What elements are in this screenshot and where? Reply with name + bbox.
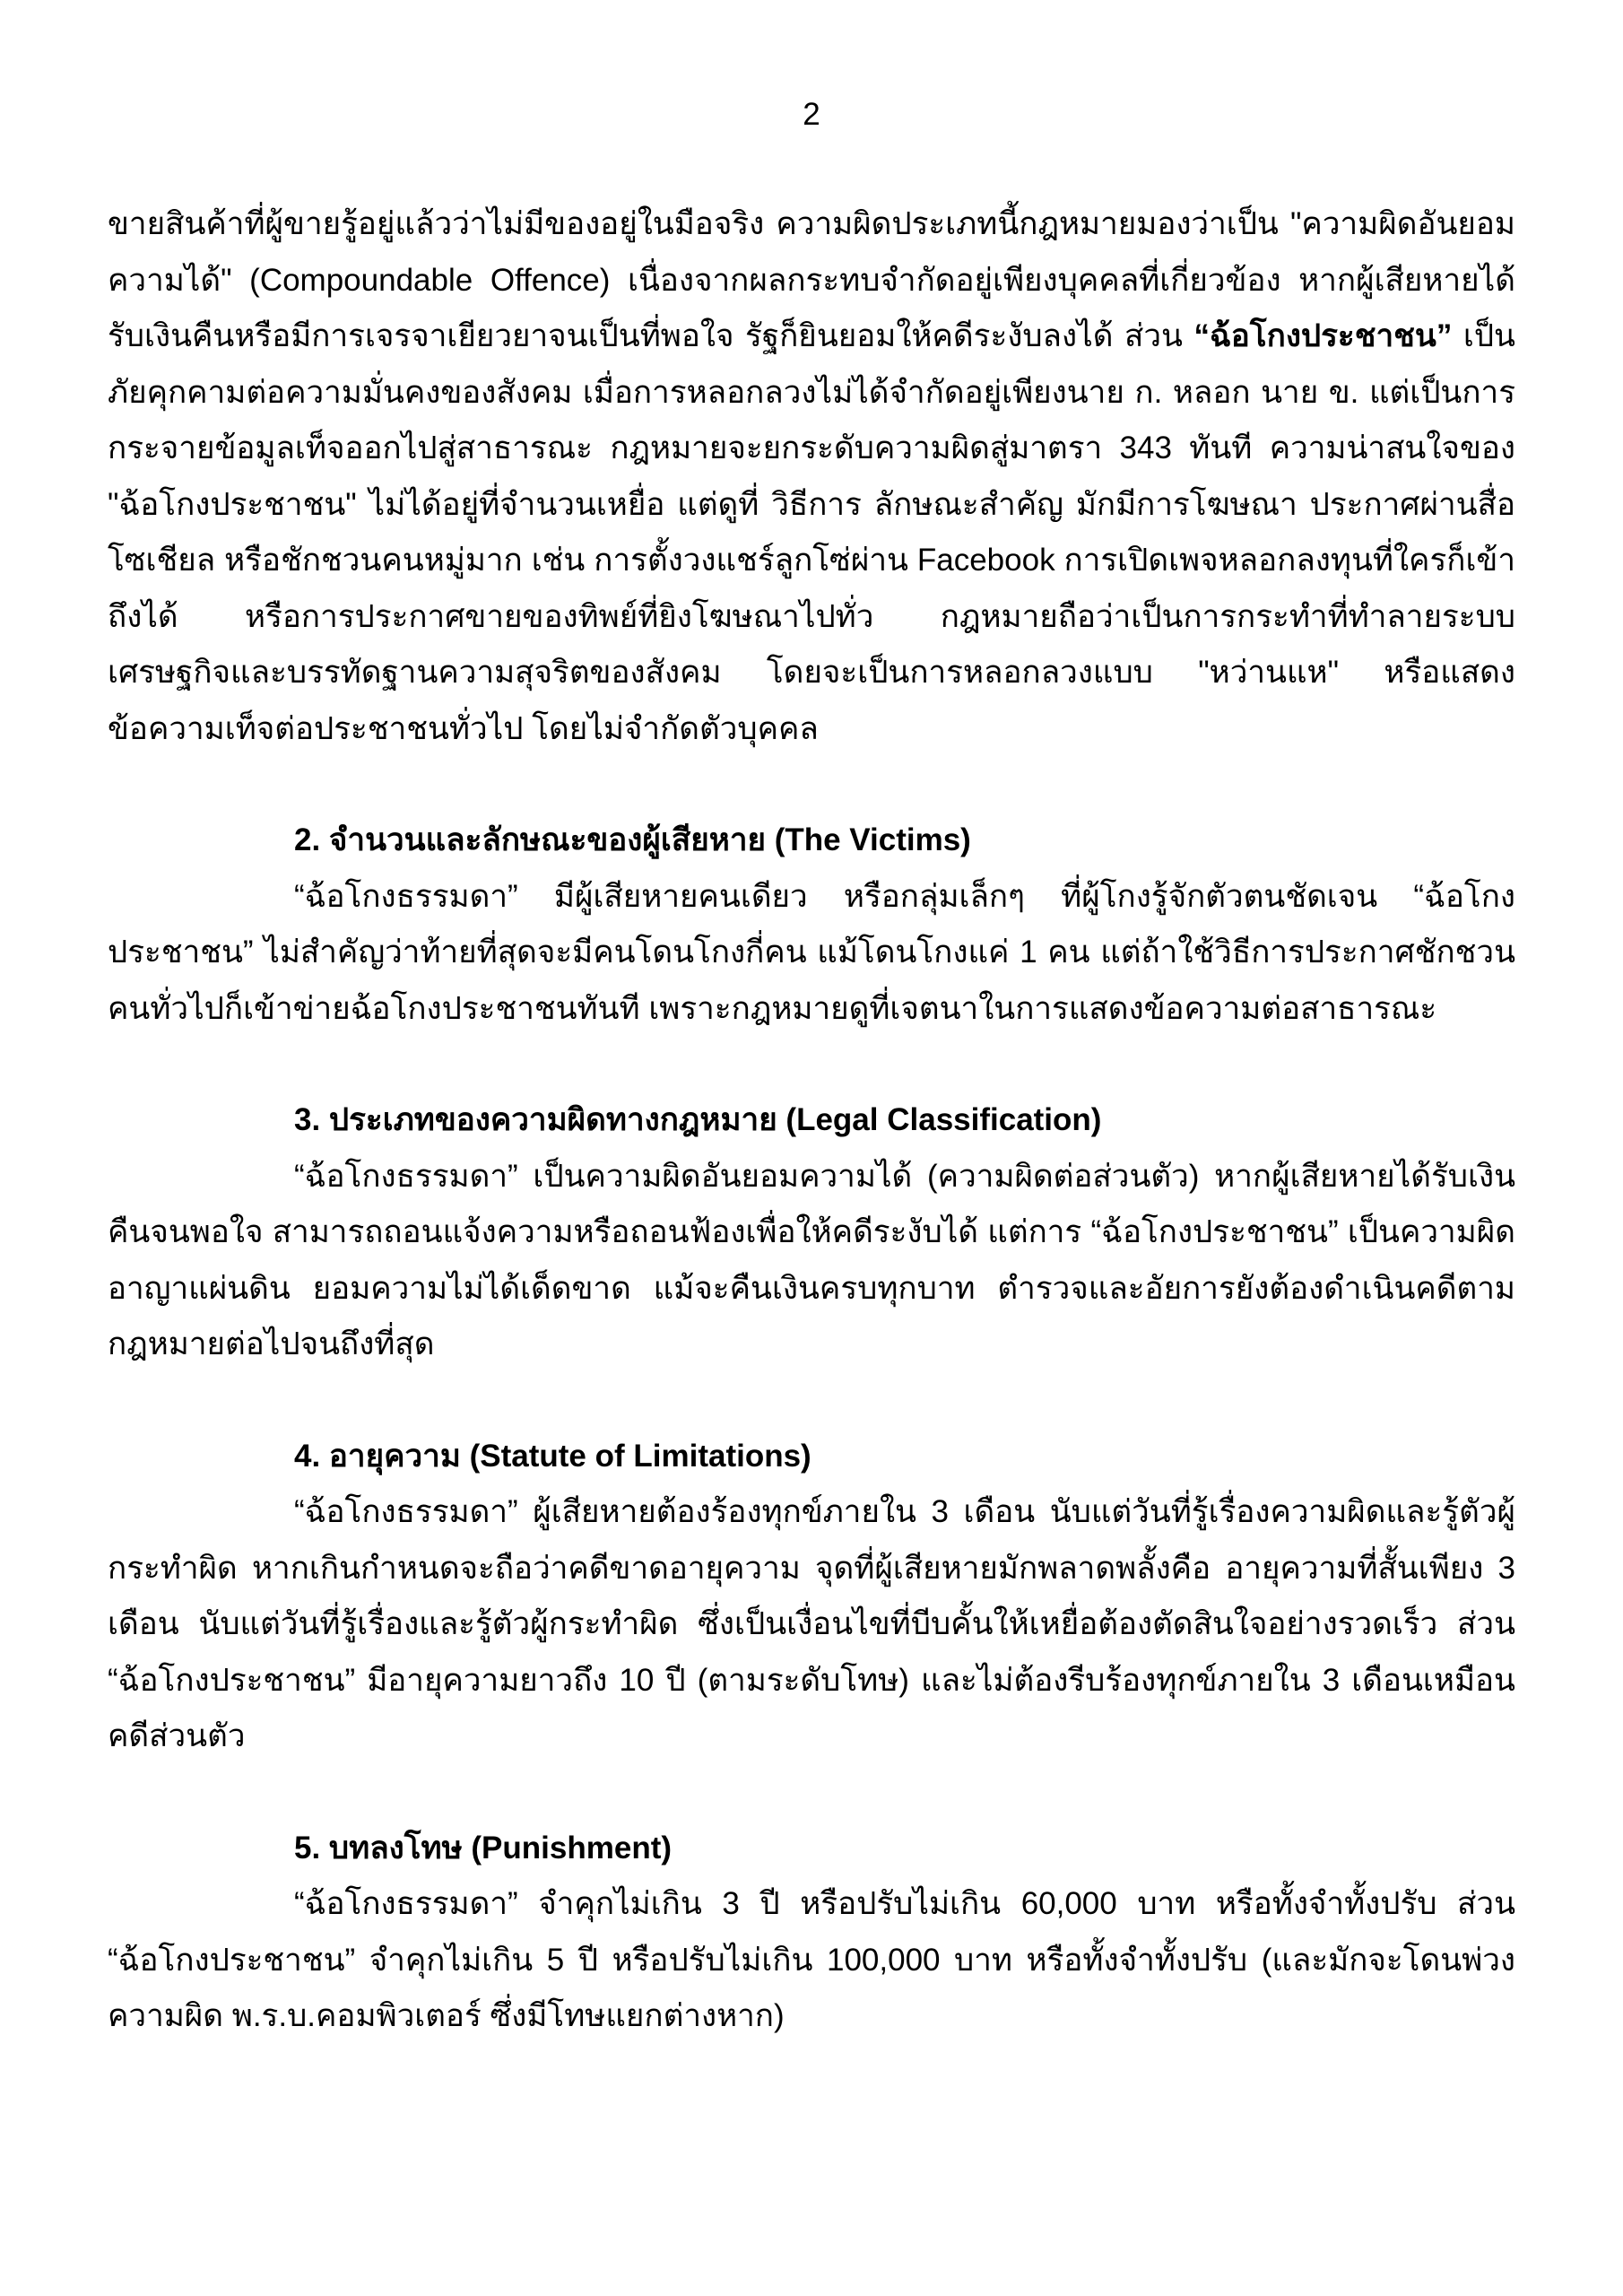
section-statute-of-limitations [108,1429,1515,1765]
section-legal-classification-paragraph: “ฉ้อโกงธรรมดา” เป็นความผิดอันยอมความได้ (ความผิดต่อส่วนตัว) หากผู้เสียหายได้รับเงินคืนจนพอใจ สามารถถอนแจ้งความหรือถอนฟ้องเพื่อให้คดีระงับได้ แต่การ “ฉ้อโกงประชาชน” เป็นความผิดอาญาแผ่นดิน ยอมความไม่ได้เด็ดขาด แม้จะคืนเงินครบทุกบาท ตำรวจและอัยการยังต้องดำเนินคดีตามกฎหมายต่อไปจนถึงที่สุด [108,1158,1515,1361]
section-punishment-heading: 5. บทลงโทษ (Punishment) [294,1830,673,1866]
section-statute-of-limitations-heading: 4. อายุความ (Statute of Limitations) [294,1438,812,1474]
page-number: 2 [803,97,820,132]
text-run: ขายสินค้าที่ผู้ขายรู้อยู่แล้วว่าไม่มีของอยู่ในมือจริง ความผิดประเภทนี้กฎหมายมองว่าเป็น "ความผิดอันยอมความได้" (Compoundable Offence) เนื่องจากผลกระทบจำกัดอยู่เพียงบุคคลที่เกี่ยวข้อง หากผู้เสียหายได้รับเงินคืนหรือมีการเจรจาเยียวยาจนเป็นที่พอใจ รัฐก็ยินยอมให้คดีระงับลงได้ ส่วน [108,206,1515,353]
section-punishment-paragraph: “ฉ้อโกงธรรมดา” จำคุกไม่เกิน 3 ปี หรือปรับไม่เกิน 60,000 บาท หรือทั้งจำทั้งปรับ ส่วน “ฉ้อโกงประชาชน” จำคุกไม่เกิน 5 ปี หรือปรับไม่เกิน 100,000 บาท หรือทั้งจำทั้งปรับ (และมักจะโดนพ่วงความผิด พ.ร.บ.คอมพิวเตอร์ ซึ่งมีโทษแยกต่างหาก) [108,1886,1515,2033]
document-content [108,196,1515,2045]
emphasized-term: “ฉ้อโกงประชาชน” [1193,318,1453,353]
section-victims-paragraph: “ฉ้อโกงธรรมดา” มีผู้เสียหายคนเดียว หรือกลุ่มเล็กๆ ที่ผู้โกงรู้จักตัวตนชัดเจน “ฉ้อโกงประชาชน” ไม่สำคัญว่าท้ายที่สุดจะมีคนโดนโกงกี่คน แม้โดนโกงแค่ 1 คน แต่ถ้าใช้วิธีการประกาศชักชวนคนทั่วไปก็เข้าข่ายฉ้อโกงประชาชนทันที เพราะกฎหมายดูที่เจตนาในการแสดงข้อความต่อสาธารณะ [108,878,1515,1026]
intro-paragraph [108,196,1515,757]
section-victims-heading: 2. จำนวนและลักษณะของผู้เสียหาย (The Victims) [294,822,971,857]
section-legal-classification-heading: 3. ประเภทของความผิดทางกฎหมาย (Legal Classification) [294,1102,1102,1137]
text-run: เป็นภัยคุกคามต่อความมั่นคงของสังคม เมื่อการหลอกลวงไม่ได้จำกัดอยู่เพียงนาย ก. หลอก นาย ข. แต่เป็นการกระจายข้อมูลเท็จออกไปสู่สาธารณะ กฎหมายจะยกระดับความผิดสู่มาตรา 343 ทันที ความน่าสนใจของ "ฉ้อโกงประชาชน" ไม่ได้อยู่ที่จำนวนเหยื่อ แต่ดูที่ วิธีการ ลักษณะสำคัญ มักมีการโฆษณา ประกาศผ่านสื่อโซเชียล หรือชักชวนคนหมู่มาก เช่น การตั้งวงแชร์ลูกโซ่ผ่าน Facebook การเปิดเพจหลอกลงทุนที่ใครก็เข้าถึงได้ หรือการประกาศขายของทิพย์ที่ยิงโฆษณาไปทั่ว กฎหมายถือว่าเป็นการกระทำที่ทำลายระบบเศรษฐกิจและบรรทัดฐานความสุจริตของสังคม โดยจะเป็นการหลอกลวงแบบ "หว่านแห" หรือแสดงข้อความเท็จต่อประชาชนทั่วไป โดยไม่จำกัดตัวบุคคล [108,318,1515,746]
section-statute-of-limitations-paragraph: “ฉ้อโกงธรรมดา” ผู้เสียหายต้องร้องทุกข์ภายใน 3 เดือน นับแต่วันที่รู้เรื่องความผิดและรู้ตัวผู้กระทำผิด หากเกินกำหนดจะถือว่าคดีขาดอายุความ จุดที่ผู้เสียหายมักพลาดพลั้งคือ อายุความที่สั้นเพียง 3 เดือน นับแต่วันที่รู้เรื่องและรู้ตัวผู้กระทำผิด ซึ่งเป็นเงื่อนไขที่บีบคั้นให้เหยื่อต้องตัดสินใจอย่างรวดเร็ว ส่วน “ฉ้อโกงประชาชน” มีอายุความยาวถึง 10 ปี (ตามระดับโทษ) และไม่ต้องรีบร้องทุกข์ภายใน 3 เดือนเหมือนคดีส่วนตัว [108,1494,1515,1753]
section-legal-classification [108,1092,1515,1373]
section-victims [108,813,1515,1037]
section-punishment [108,1821,1515,2045]
